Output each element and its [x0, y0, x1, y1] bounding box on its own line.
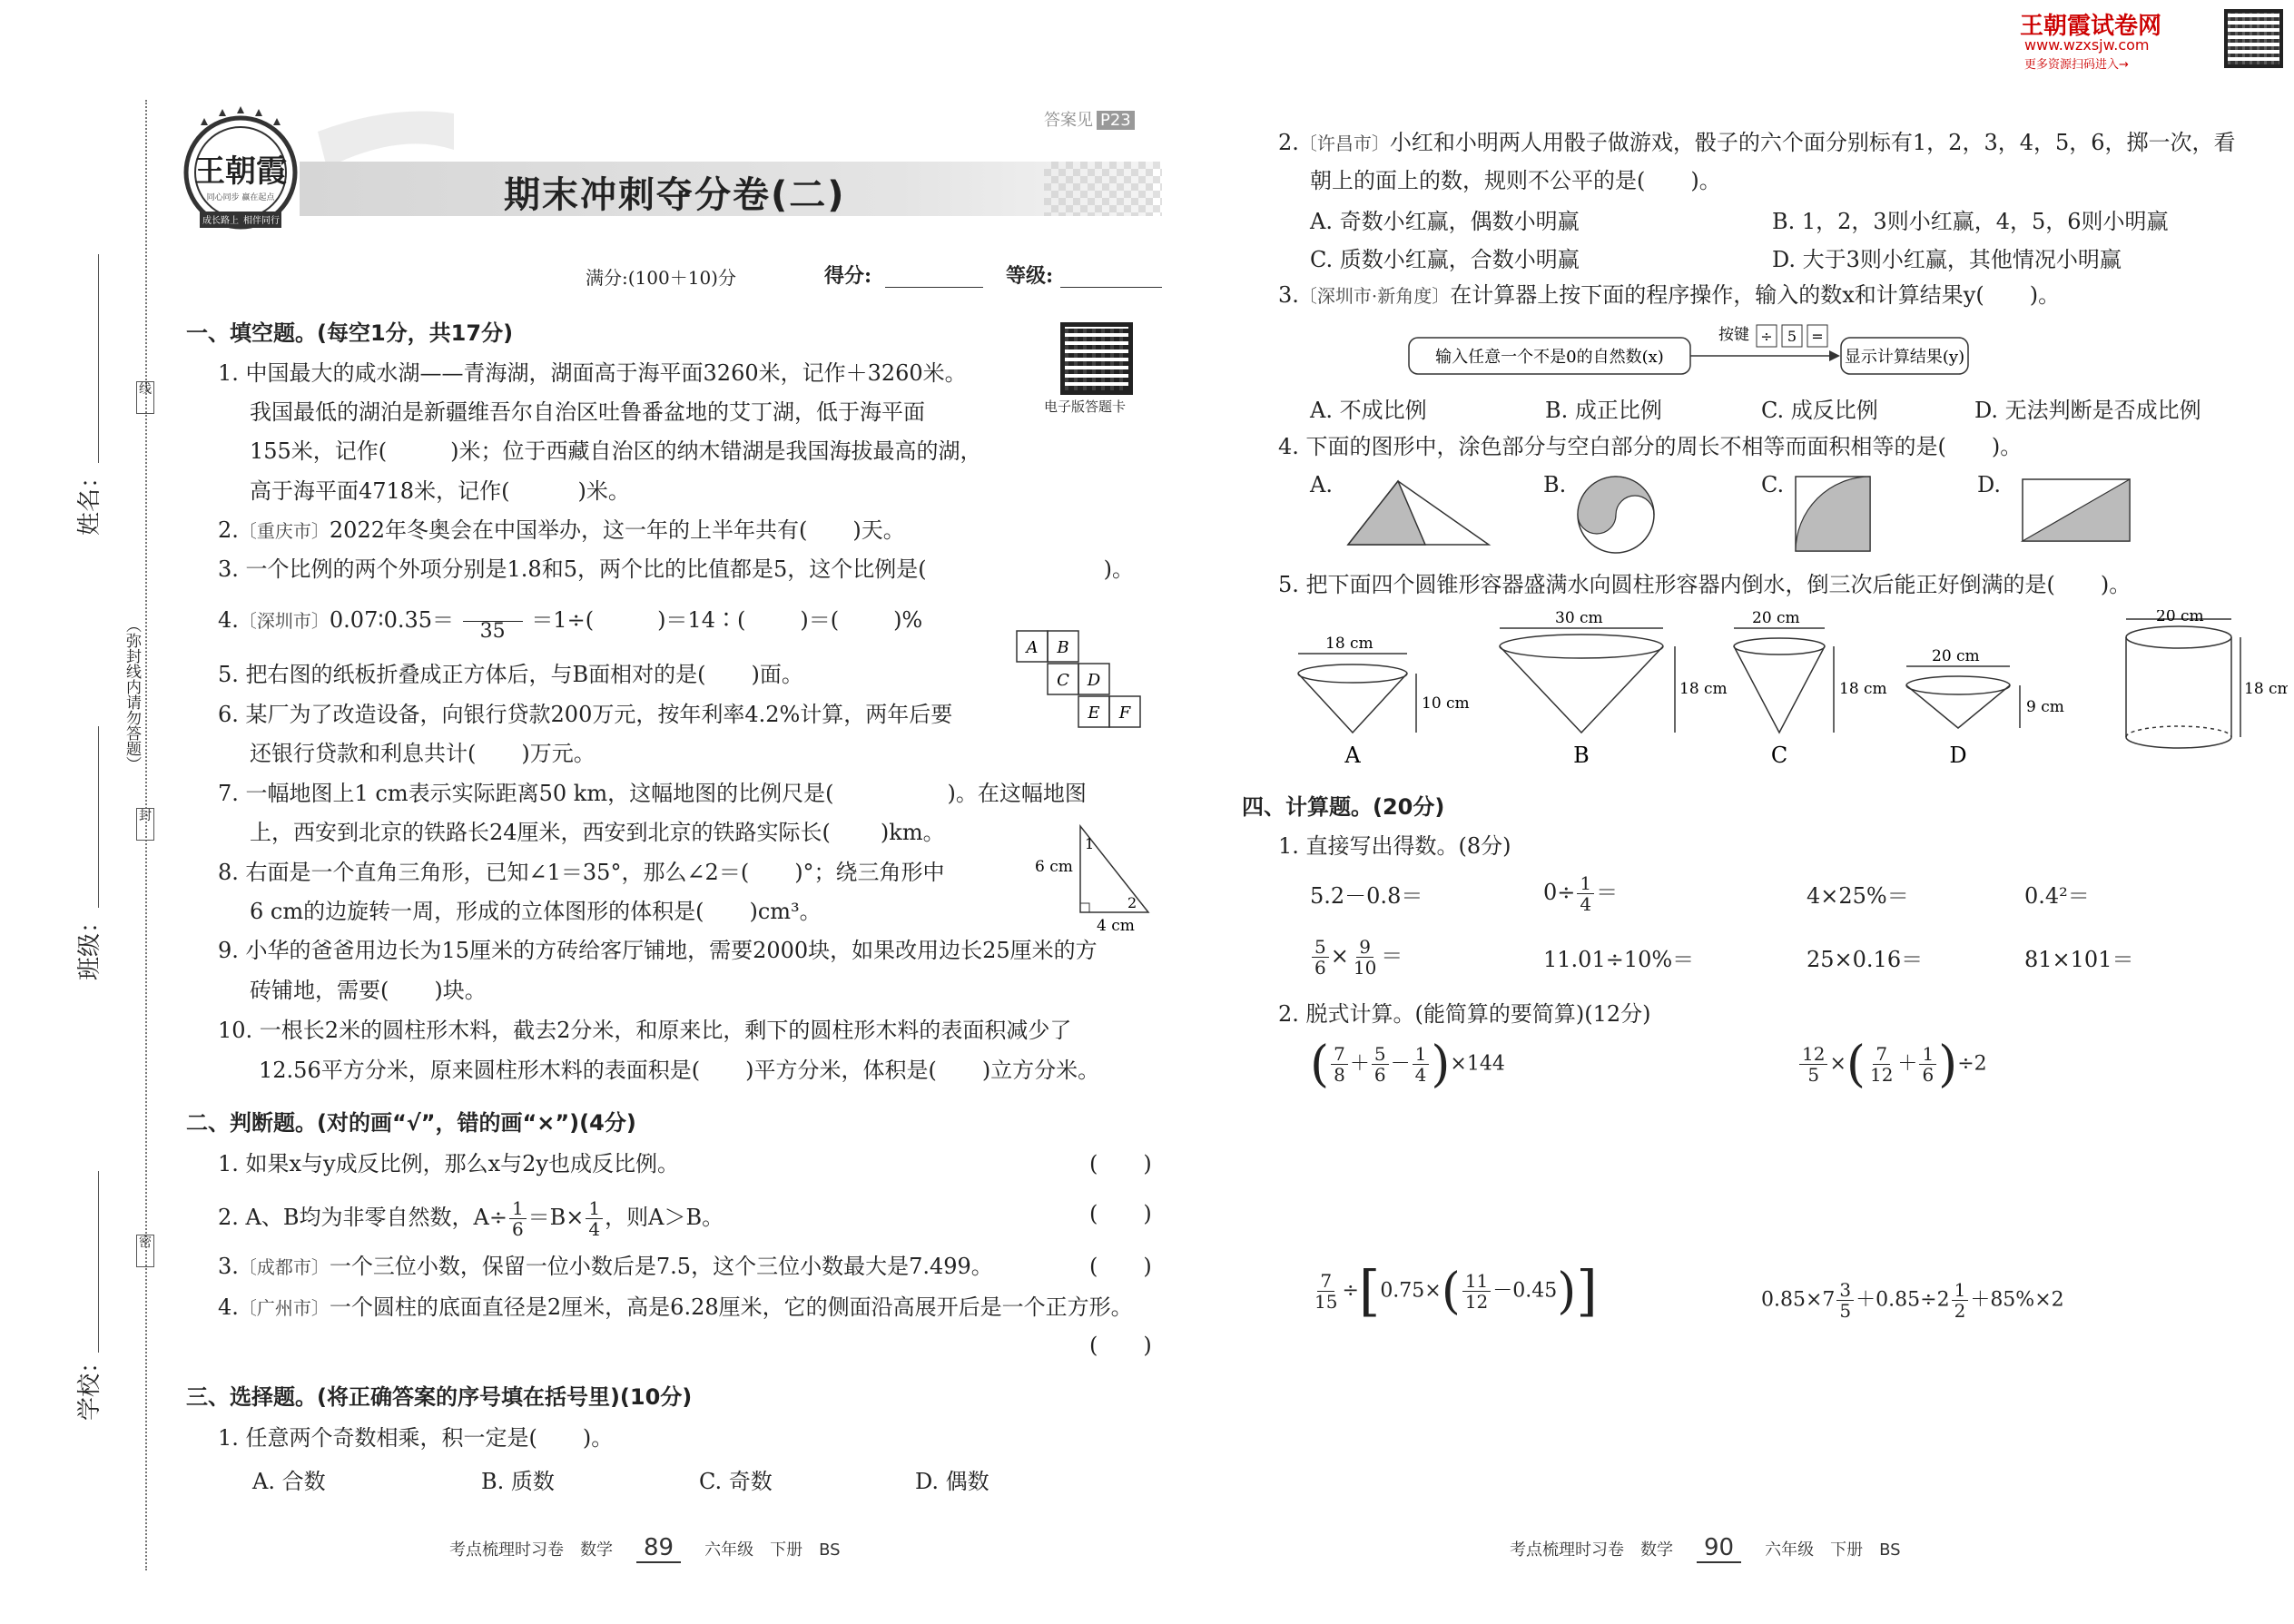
- fill-q8-line1: 8. 右面是一个直角三角形，已知∠1＝35°，那么∠2＝( )°；绕三角形中: [218, 860, 945, 885]
- net-face-e: E: [1088, 704, 1100, 723]
- cone-b-label: B: [1573, 743, 1590, 768]
- choice-q4-option-d[interactable]: D.: [1977, 472, 2002, 497]
- right-page: [1180, 0, 2294, 1624]
- flow-input-box: 输入任意一个不是0的自然数(x): [1435, 348, 1664, 367]
- calc-r1-d: 0.4²＝: [2024, 883, 2090, 909]
- site-url[interactable]: www.wzxsjw.com: [2024, 36, 2150, 54]
- cone-b-diameter: 30 cm: [1555, 610, 1603, 627]
- shape-c-quarter: [1793, 474, 1875, 561]
- brand-logo: [182, 95, 300, 231]
- page-title: 期末冲刺夺分卷(二): [504, 174, 846, 216]
- page-number-left: 89: [636, 1534, 681, 1563]
- key-five: 5: [1787, 328, 1797, 345]
- site-name: 王朝霞试卷网: [2020, 13, 2162, 40]
- calc-r2-a: $\frac{5}{6}$ × $\frac{9}{10}$ ＝: [1310, 937, 1403, 978]
- school-blank[interactable]: [98, 1171, 99, 1353]
- net-face-b: B: [1057, 638, 1069, 657]
- choice-q2-option-b[interactable]: B. 1，2，3则小红赢，4，5，6则小明赢: [1772, 209, 2169, 234]
- judge-q4-answer[interactable]: ( ): [1089, 1333, 1152, 1358]
- fill-q7-line2: 上，西安到北京的铁路长24厘米，西安到北京的铁路实际长( )km。: [250, 820, 945, 845]
- fill-q1-line3: 155米，记作( )米；位于西藏自治区的纳木错湖是我国海拔最高的湖，: [250, 438, 982, 464]
- net-face-c: C: [1057, 671, 1069, 690]
- cube-net: [1015, 629, 1151, 739]
- key-equals: =: [1811, 328, 1824, 345]
- fill-q3: 3. 一个比例的两个外项分别是1.8和5，两个比的比值都是5，这个比例是( )。: [218, 556, 1134, 582]
- cone-c-height: 18 cm: [1839, 680, 1887, 698]
- choice-q1-option-c[interactable]: C. 奇数: [699, 1469, 773, 1494]
- shape-a-triangles: [1344, 477, 1498, 555]
- calc-part1-heading: 1. 直接写出得数。(8分): [1278, 833, 1511, 859]
- cone-b-height: 18 cm: [1679, 680, 1728, 698]
- cone-d-height: 9 cm: [2026, 698, 2064, 716]
- judge-q2-answer[interactable]: ( ): [1089, 1201, 1152, 1226]
- right-triangle-figure: [1035, 817, 1162, 940]
- fill-q9-line2: 砖铺地，需要( )块。: [250, 978, 487, 1003]
- cone-a-height: 10 cm: [1422, 694, 1470, 713]
- choice-q3-option-b[interactable]: B. 成正比例: [1545, 398, 1662, 423]
- site-qr-code[interactable]: [2224, 9, 2283, 68]
- cone-a-diameter: 18 cm: [1325, 635, 1373, 653]
- calc-r2-b: 11.01÷10%＝: [1543, 947, 1695, 972]
- answer-ref: 答案见 P23: [1044, 107, 1135, 131]
- logo-ribbon-2: 相伴同行: [243, 216, 280, 226]
- score-blank[interactable]: [885, 287, 983, 288]
- calculator-flow: [1407, 320, 1970, 389]
- shape-d-square: [2020, 477, 2133, 550]
- fill-q1-line4: 高于海平面4718米，记作( )米。: [250, 478, 630, 504]
- triangle-angle1: 1: [1085, 835, 1095, 852]
- cone-d-diameter: 20 cm: [1932, 647, 1980, 665]
- fill-q6-line2: 还银行贷款和利息共计( )万元。: [250, 741, 596, 766]
- judge-q2: 2. A、B均为非零自然数，A÷ $\frac{1}{6}$ ＝B× $\frac{1}{4}$ ，则A＞B。: [218, 1197, 724, 1240]
- title-checker: [1044, 162, 1162, 216]
- full-score: 满分:(100＋10)分: [586, 267, 736, 289]
- cone-d-label: D: [1949, 743, 1967, 768]
- cone-c-label: C: [1770, 743, 1788, 768]
- section-judge-heading: 二、判断题。(对的画“√”，错的画“×”)(4分): [186, 1110, 636, 1136]
- triangle-bottom-label: 4 cm: [1097, 917, 1135, 935]
- calc-r1-a: 5.2－0.8＝: [1310, 883, 1423, 909]
- cone-a-label: A: [1344, 743, 1361, 768]
- footer-left: 考点梳理时习卷 数学 89 六年级 下册 BS: [449, 1534, 841, 1561]
- section-calc-heading: 四、计算题。(20分): [1242, 794, 1445, 820]
- calc-r1-c: 4×25%＝: [1807, 883, 1909, 909]
- choice-q1: 1. 任意两个奇数相乘，积一定是( )。: [218, 1425, 614, 1451]
- flow-output-box: 显示计算结果(y): [1844, 348, 1965, 367]
- choice-q4-option-b[interactable]: B.: [1543, 472, 1567, 497]
- grade-label: 等级:: [1006, 264, 1054, 288]
- judge-q3-answer[interactable]: ( ): [1089, 1254, 1152, 1279]
- choice-q2-option-d[interactable]: D. 大于3则小红赢，其他情况小明赢: [1772, 247, 2122, 272]
- name-label: 姓名：: [76, 464, 103, 536]
- logo-sub: 同心同步 赢在起点: [206, 193, 275, 202]
- qr-label: 电子版答题卡: [1044, 399, 1127, 415]
- choice-q2-option-c[interactable]: C. 质数小红赢，合数小明赢: [1310, 247, 1580, 272]
- net-face-f: F: [1118, 704, 1131, 723]
- fill-q9-line1: 9. 小华的爸爸用边长为15厘米的方砖给客厅铺地，需要2000块，如果改用边长25厘米的方: [218, 938, 1098, 963]
- key-divide: ÷: [1760, 328, 1773, 345]
- footer-right: 考点梳理时习卷 数学 90 六年级 下册 BS: [1510, 1534, 1901, 1561]
- cone-c-diameter: 20 cm: [1752, 610, 1800, 627]
- qr-code[interactable]: [1060, 322, 1133, 395]
- choice-q1-option-d[interactable]: D. 偶数: [915, 1469, 989, 1494]
- section-choice-heading: 三、选择题。(将正确答案的序号填在括号里)(10分): [186, 1384, 693, 1410]
- class-blank[interactable]: [98, 726, 99, 908]
- choice-q1-option-a[interactable]: A. 合数: [252, 1469, 326, 1494]
- school-label: 学校：: [76, 1349, 103, 1421]
- choice-q4-option-a[interactable]: A.: [1310, 472, 1333, 497]
- choice-q2-line1: 2.〔许昌市〕小红和小明两人用骰子做游戏，骰子的六个面分别标有1，2，3，4，5，6，掷一次，看: [1278, 130, 2236, 155]
- choice-q3-option-d[interactable]: D. 无法判断是否成比例: [1974, 398, 2201, 423]
- triangle-angle2: 2: [1127, 894, 1137, 911]
- seal-mark: 封: [136, 808, 154, 841]
- line-mark: 线: [136, 381, 154, 414]
- choice-q2-line2: 朝上的面上的数，规则不公平的是( )。: [1310, 168, 1721, 193]
- fill-q8-line2: 6 cm的边旋转一周，形成的立体图形的体积是( )cm³。: [250, 899, 822, 924]
- section-fill-heading: 一、填空题。(每空1分，共17分): [186, 320, 514, 346]
- calc-part2-heading: 2. 脱式计算。(能简算的要简算)(12分): [1278, 1001, 1651, 1027]
- choice-q3-line1: 3.〔深圳市·新角度〕在计算器上按下面的程序操作，输入的数x和计算结果y( )。: [1278, 282, 2061, 308]
- fill-q6-line1: 6. 某厂为了改造设备，向银行贷款200万元，按年利率4.2%计算，两年后要: [218, 702, 953, 727]
- choice-q4-line: 4. 下面的图形中，涂色部分与空白部分的周长不相等而面积相等的是( )。: [1278, 434, 2023, 459]
- choice-q5-line: 5. 把下面四个圆锥形容器盛满水向圆柱形容器内倒水，倒三次后能正好倒满的是( )。: [1278, 572, 2132, 597]
- class-label: 班级：: [76, 909, 103, 980]
- judge-q1-answer[interactable]: ( ): [1089, 1151, 1152, 1176]
- fill-q10-line2: 12.56平方分米，原来圆柱形木料的表面积是( )平方分米，体积是( )立方分米。: [259, 1058, 1100, 1083]
- secret-mark: 密: [136, 1235, 154, 1267]
- choice-q1-option-b[interactable]: B. 质数: [481, 1469, 555, 1494]
- calc-expr-4: 0.85×7 $\frac{3}{5}$ ＋0.85÷2 $\frac{1}{2}$ ＋85%×2: [1761, 1279, 2064, 1322]
- fill-q5: 5. 把右图的纸板折叠成正方体后，与B面相对的是( )面。: [218, 662, 803, 687]
- page-number-right: 90: [1697, 1534, 1741, 1563]
- logo-text: 王朝霞: [194, 153, 287, 190]
- fill-q1-line2: 我国最低的湖泊是新疆维吾尔自治区吐鲁番盆地的艾丁湖，低于海平面: [250, 399, 925, 425]
- name-blank[interactable]: [98, 254, 99, 463]
- calc-expr-3: $\frac{7}{15}$ ÷[0.75×( $\frac{11}{12}$ －0.45)]: [1314, 1259, 1598, 1324]
- calc-r1-b: 0÷ $\frac{1}{4}$ ＝: [1543, 872, 1619, 915]
- logo-ribbon-1: 成长路上: [202, 216, 239, 226]
- calc-expr-1: ( $\frac{7}{8}$ ＋ $\frac{5}{6}$ － $\frac{1}{4}$ )×144: [1310, 1035, 1505, 1093]
- cylinder-height: 18 cm: [2244, 680, 2288, 698]
- grade-blank[interactable]: [1060, 287, 1162, 288]
- fill-q10-line1: 10. 一根长2米的圆柱形木料，截去2分米，和原来比，剩下的圆柱形木料的表面积减少了: [218, 1018, 1072, 1043]
- fill-q4: 4.〔深圳市〕0.07∶0.35＝ 35 ＝1÷( )＝14∶( )＝( )%: [218, 601, 922, 642]
- choice-q3-option-a[interactable]: A. 不成比例: [1310, 398, 1427, 423]
- flow-keys-label: 按键: [1718, 326, 1749, 344]
- binding-notice: （弥封线内请勿答题）: [123, 617, 141, 772]
- fill-q2: 2.〔重庆市〕2022年冬奥会在中国举办，这一年的上半年共有( )天。: [218, 517, 905, 543]
- judge-q1: 1. 如果x与y成反比例，那么x与2y也成反比例。: [218, 1151, 679, 1176]
- choice-q2-option-a[interactable]: A. 奇数小红赢，偶数小明赢: [1310, 209, 1580, 234]
- shape-b-yinyang: [1575, 474, 1657, 561]
- choice-q4-option-c[interactable]: C.: [1761, 472, 1785, 497]
- site-tip: 更多资源扫码进入→: [2024, 58, 2129, 72]
- net-face-d: D: [1087, 671, 1101, 690]
- fill-q7-line1: 7. 一幅地图上1 cm表示实际距离50 km，这幅地图的比例尺是( )。在这幅地图: [218, 781, 1087, 806]
- calc-expr-2: $\frac{12}{5}$ ×( $\frac{7}{12}$ ＋ $\frac{1}{6}$ )÷2: [1797, 1044, 1987, 1085]
- calc-r2-c: 25×0.16＝: [1807, 947, 1924, 972]
- net-face-a: A: [1026, 638, 1039, 657]
- judge-q3: 3.〔成都市〕一个三位小数，保留一位小数后是7.5，这个三位小数最大是7.499。: [218, 1254, 993, 1279]
- score-label: 得分:: [824, 264, 872, 288]
- judge-q4: 4.〔广州市〕一个圆柱的底面直径是2厘米，高是6.28厘米，它的侧面沿高展开后是一个正方形。: [218, 1294, 1133, 1320]
- cone-figures: [1289, 610, 2288, 779]
- calc-r2-d: 81×101＝: [2024, 947, 2134, 972]
- cylinder-diameter: 20 cm: [2156, 610, 2204, 625]
- fill-q1-line1: 1. 中国最大的咸水湖——青海湖，湖面高于海平面3260米，记作＋3260米。: [218, 360, 967, 386]
- triangle-side-label: 6 cm: [1035, 858, 1073, 876]
- choice-q3-option-c[interactable]: C. 成反比例: [1761, 398, 1878, 423]
